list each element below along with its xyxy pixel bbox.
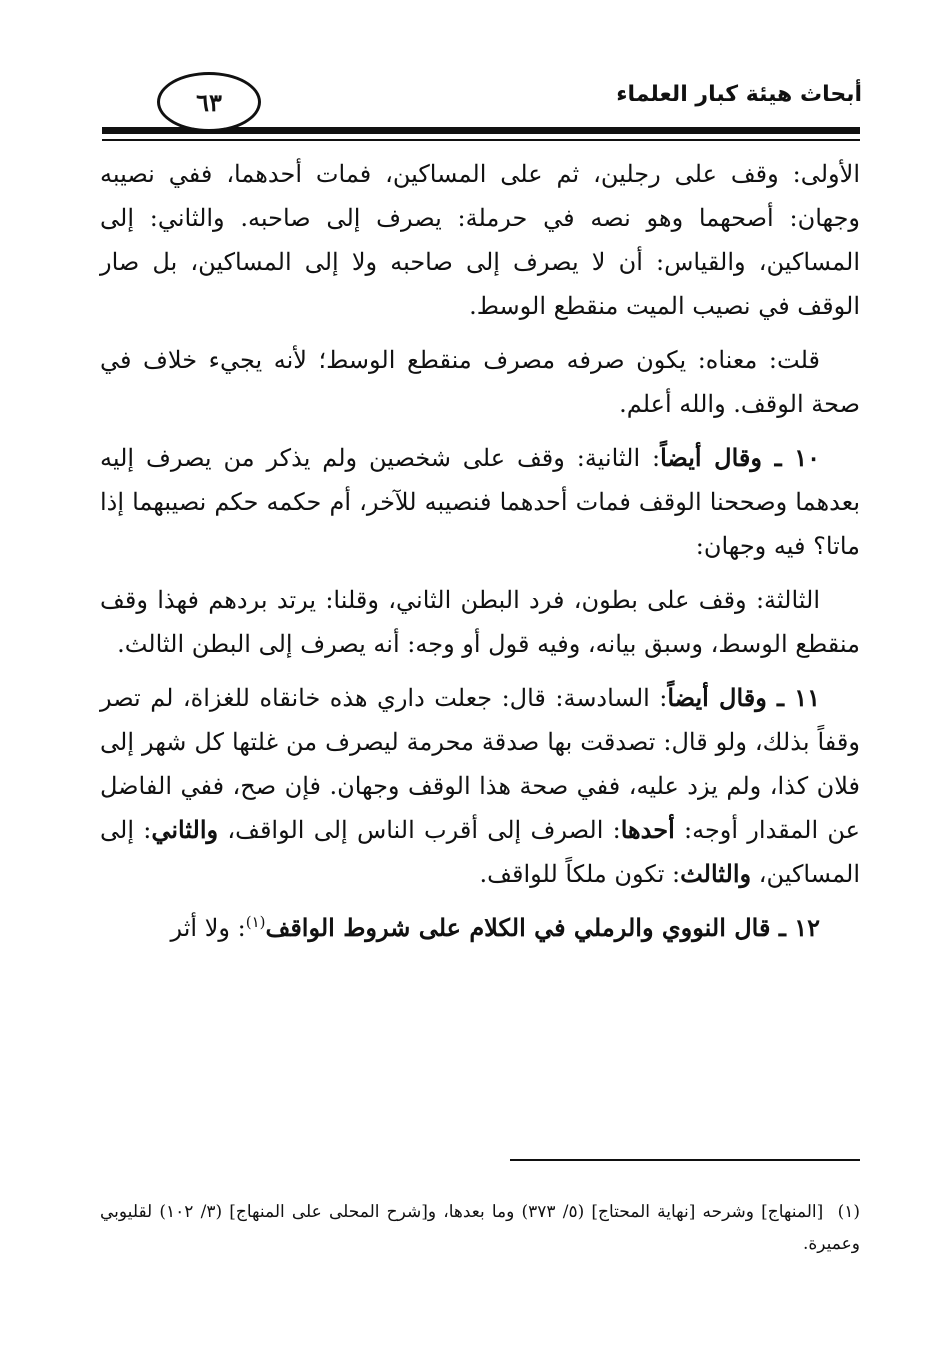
item-10-text: : الثانية: وقف على شخصين ولم يذكر من يصرف إليه بعدهما وصححنا الوقف فمات أحدهما فنصيبه للآخر، أم حكمه حكم نصيبهما إذا ماتا؟ فيه وجهان: [100,444,860,560]
page-number: ٦٣ [196,87,222,117]
item-11-text: : السادسة: قال: جعلت داري هذه خانقاه للغزاة، لم تصر وقفاً بذلك، ولو قال: تصدقت بها صدقة محرمة ليصرف من غلتها كل شهر إلى فلان كذا، ولم يزد عليه، ففي صحة هذا الوقف وجهان. فإن صح، ففي الفاضل عن المقدار أوجه: [100,684,860,844]
paragraph-5 [100,676,860,896]
item-11-term-second: والثاني [151,815,219,844]
paragraph-2: قلت: معناه: يكون صرفه مصرف منقطع الوسط؛ لأنه يجيء خلاف في صحة الوقف. والله أعلم. [100,346,860,418]
item-11-text-4: : تكون ملكاً للواقف. [479,860,681,888]
paragraph-3 [100,436,860,568]
footnote-separator [510,1159,860,1161]
footnote-reference[interactable]: (١) [245,913,266,931]
paragraph-4: الثالثة: وقف على بطون، فرد البطن الثاني، وقلنا: يرتد بردهم فهذا وقف منقطع الوسط، وسبق بيانه، وفيه قول أو وجه: أنه يصرف إلى البطن الثالث. [100,586,860,658]
main-text [100,152,860,960]
paragraph-1: الأولى: وقف على رجلين، ثم على المساكين، فمات أحدهما، ففي نصيبه وجهان: أصحهما وهو نصه في حرملة: يصرف إلى صاحبه. والثاني: إلى المساكين، والقياس: أن لا يصرف إلى صاحبه ولا إلى المساكين، بل صار الوقف في نصيب الميت منقطع الوسط. [100,160,860,320]
header-rule-thin [102,139,860,141]
footnote-1 [100,1196,860,1260]
item-11-term-first: أحدها [620,815,675,844]
item-11-heading: ١١ ـ وقال أيضاً [667,683,820,712]
item-11-text-3: : إلى المساكين، [100,816,860,888]
item-12-text: : ولا أثر [170,914,246,942]
page-number-oval [157,72,261,132]
item-11-term-third: والثالث [680,859,752,888]
footnotes [100,1196,860,1260]
item-10-heading: ١٠ ـ وقال أيضاً [660,443,821,472]
item-11-text-2: : الصرف إلى أقرب الناس إلى الواقف، [218,816,621,844]
footnote-number: (١) [837,1202,860,1222]
running-title: أبحاث هيئة كبار العلماء [616,82,862,107]
item-12-heading: ١٢ ـ قال النووي والرملي في الكلام على شروط الواقف [265,913,820,942]
footnote-text: [المنهاج] وشرحه [نهاية المحتاج] (٥/ ٣٧٣) وما بعدها، و[شرح المحلى على المنهاج] (٣/ ١٠٢) لقليوبي وعميرة. [100,1202,860,1254]
paragraph-6 [100,906,860,950]
